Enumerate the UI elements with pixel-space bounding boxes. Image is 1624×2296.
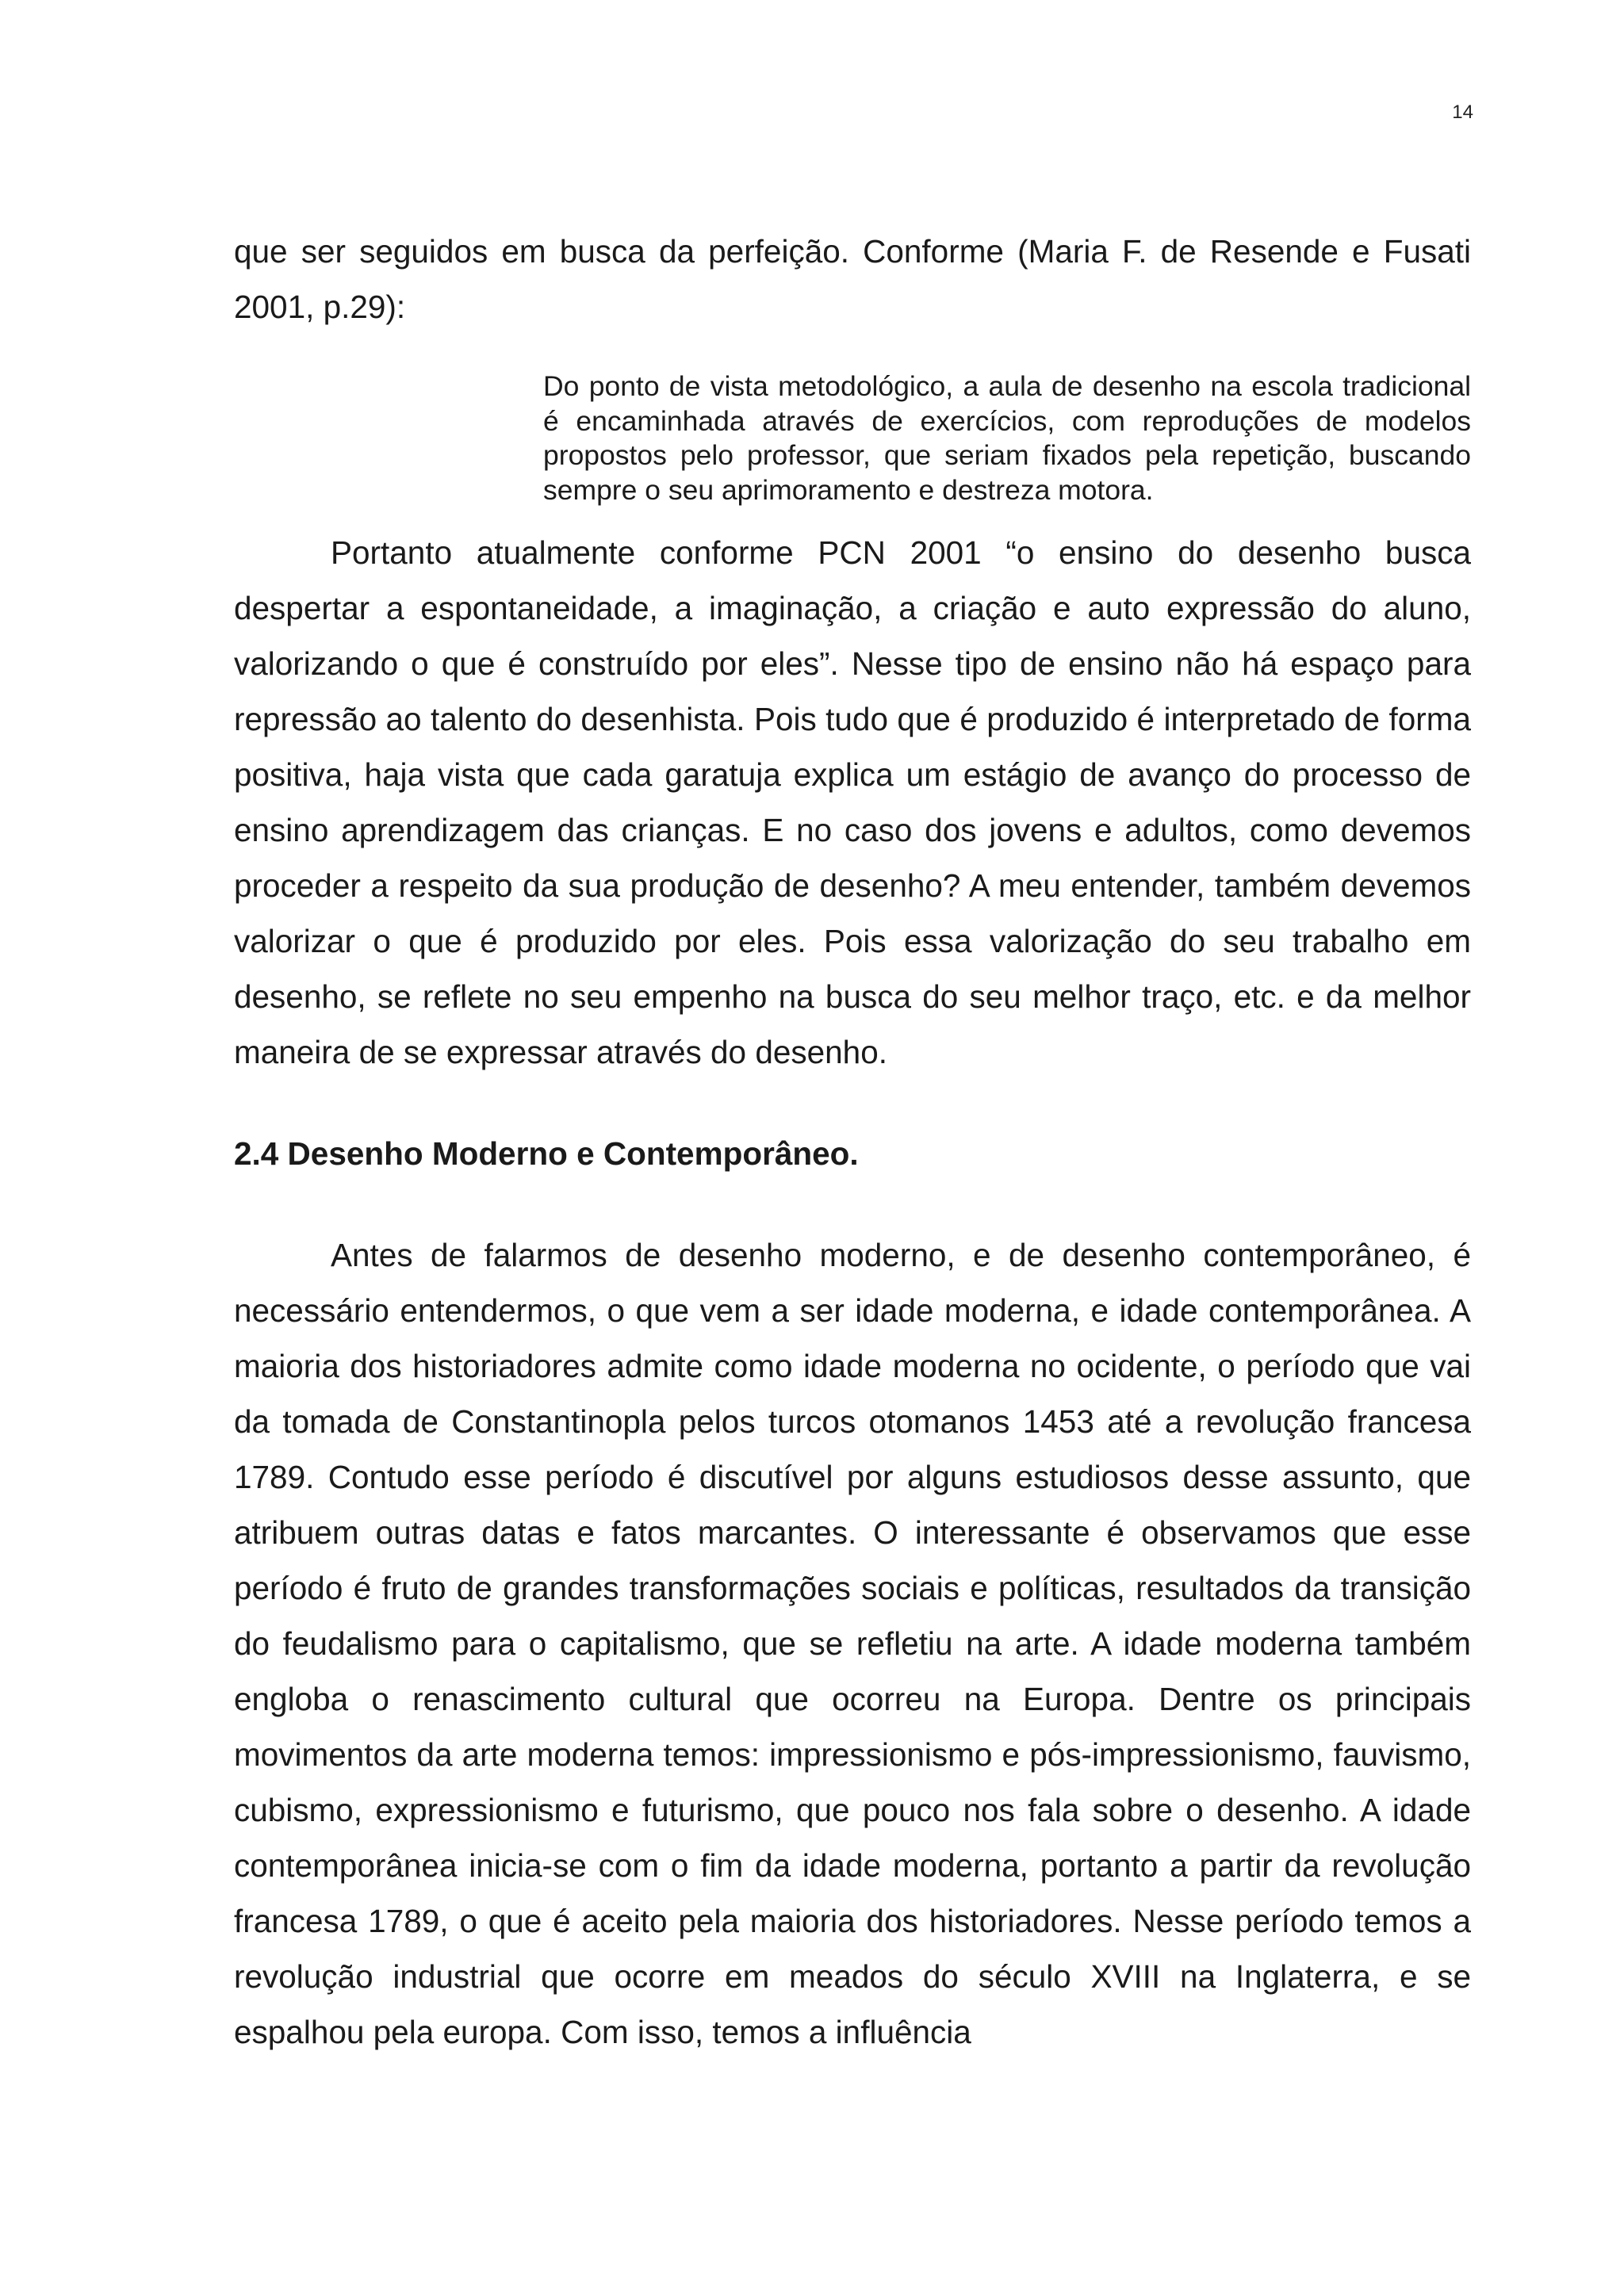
block-quote: Do ponto de vista metodológico, a aula de desenho na escola tradicional é encaminhada através de exercícios, com reproduções de modelos propostos pelo professor, que seriam fixados pela repetição, buscando sempre o seu aprimoramento e destreza motora. bbox=[543, 370, 1471, 506]
paragraph-portanto: Portanto atualmente conforme PCN 2001 “o ensino do desenho busca despertar a espontaneidade, a imaginação, a criação e auto expressão do aluno, valorizando o que é construído por eles”. Nesse tipo de ensino não há espaço para repressão ao talento do desenhista. Pois tudo que é produzido é interpretado de forma positiva, haja vista que cada garatuja explica um estágio de avanço do processo de ensino aprendizagem das crianças. E no caso dos jovens e adultos, como devemos proceder a respeito da sua produção de desenho? A meu entender, também devemos valorizar o que é produzido por eles. Pois essa valorização do seu trabalho em desenho, se reflete no seu empenho na busca do seu melhor traço, etc. e da melhor maneira de se expressar através do desenho. bbox=[234, 534, 1471, 1070]
document-body bbox=[234, 224, 1471, 2060]
paragraph-antes: Antes de falarmos de desenho moderno, e de desenho contemporâneo, é necessário entendermos, o que vem a ser idade moderna, e idade contemporânea. A maioria dos historiadores admite como idade moderna no ocidente, o período que vai da tomada de Constantinopla pelos turcos otomanos 1453 até a revolução francesa 1789. Contudo esse período é discutível por alguns estudiosos desse assunto, que atribuem outras datas e fatos marcantes. O interessante é observamos que esse período é fruto de grandes transformações sociais e políticas, resultados da transição do feudalismo para o capitalismo, que se refletiu na arte. A idade moderna também engloba o renascimento cultural que ocorreu na Europa. Dentre os principais movimentos da arte moderna temos: impressionismo e pós-impressionismo, fauvismo, cubismo, expressionismo e futurismo, que pouco nos fala sobre o desenho. A idade contemporânea inicia-se com o fim da idade moderna, portanto a partir da revolução francesa 1789, o que é aceito pela maioria dos historiadores. Nesse período temos a revolução industrial que ocorre em meados do século XVIII na Inglaterra, e se espalhou pela europa. Com isso, temos a influência bbox=[234, 1237, 1471, 2050]
section-heading: 2.4 Desenho Moderno e Contemporâneo. bbox=[234, 1135, 859, 1172]
page-number: 14 bbox=[1452, 101, 1473, 123]
opening-paragraph: que ser seguidos em busca da perfeição. Conforme (Maria F. de Resende e Fusati 2001, p.29): bbox=[234, 233, 1471, 325]
